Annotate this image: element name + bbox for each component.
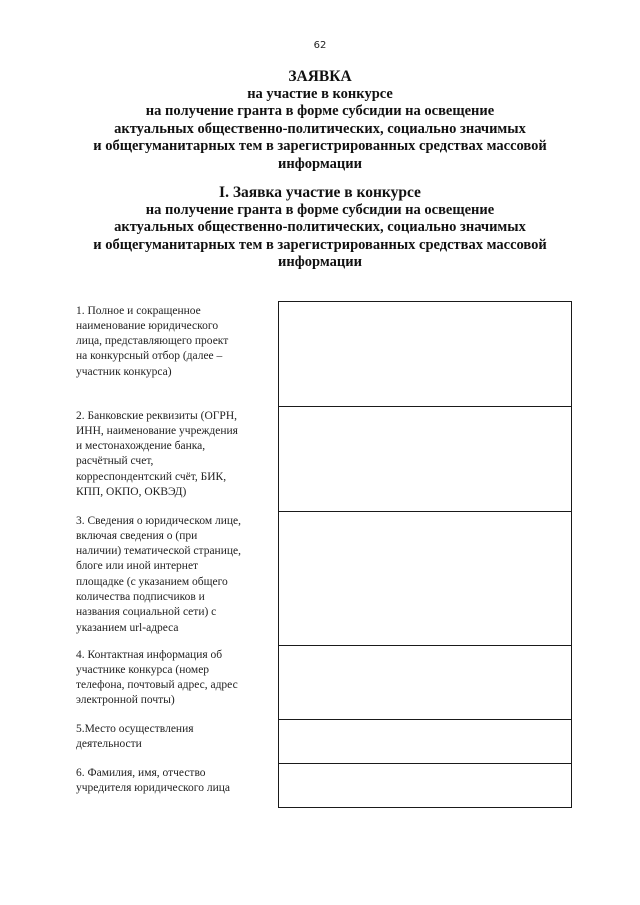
section-line: на получение гранта в форме субсидии на освещение (145, 201, 495, 218)
label-line: на конкурсный отбор (далее – (76, 350, 223, 363)
label-line: электронной почты) (76, 694, 175, 707)
application-heading: ЗАЯВКА (288, 68, 352, 85)
label-line: деятельности (76, 737, 142, 750)
place-of-activity-field[interactable] (279, 720, 572, 764)
form-row-label (70, 512, 279, 646)
label-line: расчётный счет, (76, 455, 154, 468)
label-line: наименование юридического (76, 319, 219, 332)
form-row-label (70, 720, 279, 764)
label-line: количества подписчиков и (76, 590, 205, 603)
label-line: лица, представляющего проект (76, 335, 229, 348)
label-line: 2. Банковские реквизиты (ОГРН, (76, 409, 238, 422)
form-row-label (70, 302, 279, 407)
label-line: участнике конкурса (номер (76, 663, 210, 676)
section-line: информации (278, 254, 362, 270)
section-heading-block (60, 184, 580, 272)
title-line: актуальных общественно-политических, социально значимых (114, 120, 526, 137)
label-line: 3. Сведения о юридическом лице, (76, 514, 242, 527)
legal-entity-info-field[interactable] (279, 512, 572, 646)
form-row-contact-info (70, 646, 572, 720)
label-line: 1. Полное и сокращенное (76, 304, 201, 317)
label-line: включая сведения о (при (76, 529, 198, 542)
title-line: на получение гранта в форме субсидии на освещение (145, 103, 495, 119)
label-line: телефона, почтовый адрес, адрес (76, 679, 238, 692)
label-line: названия социальной сети) с (76, 606, 217, 619)
label-line: и местонахождение банка, (76, 440, 206, 453)
page-number: 62 (313, 40, 327, 51)
title-line: и общегуманитарных тем в зарегистрированных средствах массовой (93, 138, 547, 154)
form-row-label (70, 646, 279, 720)
label-line: ИНН, наименование учреждения (76, 424, 238, 437)
label-line: 6. Фамилия, имя, отчество (76, 766, 206, 779)
label-line: 5.Место осуществления (76, 722, 194, 735)
form-row-bank-details (70, 407, 572, 512)
bank-details-field[interactable] (279, 407, 572, 512)
section-heading: I. Заявка участие в конкурсе (219, 184, 421, 201)
label-line: 4. Контактная информация об (76, 648, 223, 661)
label-line: блоге или иной интернет (76, 560, 199, 573)
section-line: и общегуманитарных тем в зарегистрированных средствах массовой (93, 236, 547, 253)
form-row-label (70, 407, 279, 512)
label-line: наличии) тематической странице, (76, 545, 241, 558)
section-line: актуальных общественно-политических, социально значимых (114, 219, 526, 235)
label-line: учредителя юридического лица (76, 781, 231, 794)
label-line: корреспондентский счёт, БИК, (76, 470, 227, 483)
form-row-founder-name (70, 764, 572, 808)
form-row-label (70, 764, 279, 808)
form-row-organization-name (70, 302, 572, 407)
title-line: информации (278, 155, 362, 172)
form-row-legal-entity-info (70, 512, 572, 646)
contact-info-field[interactable] (279, 646, 572, 720)
organization-name-field[interactable] (279, 302, 572, 407)
label-line: указанием url-адреса (76, 621, 179, 634)
application-title-block (60, 68, 580, 173)
founder-name-field[interactable] (279, 764, 572, 808)
label-line: КПП, ОКПО, ОКВЭД) (76, 485, 187, 498)
label-line: участник конкурса) (76, 365, 172, 378)
form-row-place-of-activity (70, 720, 572, 764)
label-line: площадке (с указанием общего (76, 575, 228, 588)
title-line: на участие в конкурсе (247, 85, 393, 102)
application-form-table (70, 301, 572, 808)
